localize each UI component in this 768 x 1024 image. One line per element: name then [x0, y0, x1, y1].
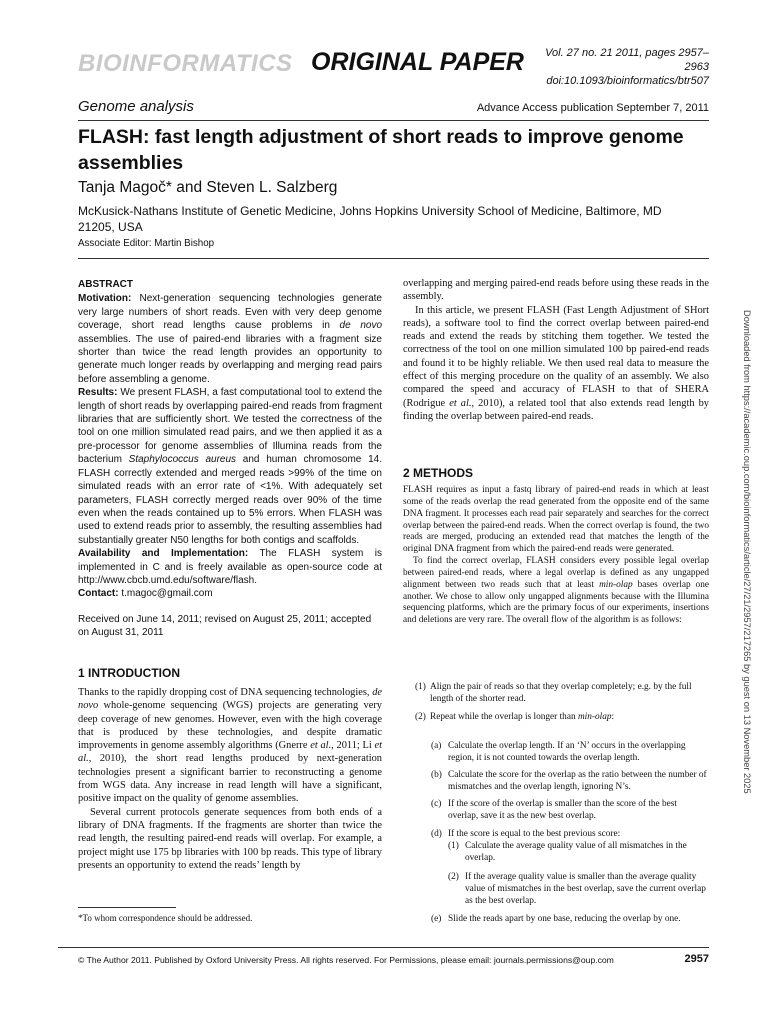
- step-number: (c): [431, 799, 442, 809]
- algorithm-step-2d: [431, 829, 709, 841]
- abstract-heading: ABSTRACT: [78, 279, 133, 290]
- step-number: (d): [431, 829, 442, 839]
- methods-paragraph-2: [403, 556, 709, 627]
- abstract-results: [78, 386, 382, 547]
- step-text: Calculate the score for the overlap as the ratio between the number of mismatches and the overlap length, ignoring N’s.: [448, 770, 707, 792]
- footer-rule: [58, 947, 709, 948]
- volume-info: [537, 46, 709, 88]
- intro-em: et al.: [310, 740, 332, 752]
- algorithm-step-2b: [431, 770, 709, 794]
- step-text: Calculate the average quality value of all mismatches in the overlap.: [465, 841, 687, 863]
- intro-paragraph-2: Several current protocols generate sequences from both ends of a library of DNA fragments. If the fragments are shorter than twice the read length, the resulting paired-end reads will overlap. For example, a project might use 175 bp libraries with 100 bp reads. This type of library presents an opportunity to extend the reads’ length by: [78, 806, 382, 871]
- contact-label: Contact:: [78, 588, 119, 600]
- intro-text: In this article, we present FLASH (Fast Length Adjustment of SHort reads), a software tool to find the correct overlap between paired-end reads and extend the reads by stitching them together. We tested the correctness of the tool on one million simulated 100 bp paired-end reads and found it to be highly reliable. We then used real data to measure the effect of this merging procedure on the quality of an assembly. We also compared the speed and accuracy of FLASH to that of SHERA (Rodrigue: [403, 304, 709, 409]
- download-watermark-text[interactable]: Downloaded from https://academic.oup.com/bioinformatics/article/27/21/2957/217265 by guest on 13 November 2025: [742, 310, 752, 794]
- methods-heading: 2 METHODS: [403, 466, 474, 480]
- intro-text: whole-genome sequencing (WGS) projects are generating very deep coverage of new genomes. However, even with the high coverage that is produced by these technologies, and despite dramatic improvements in genome assembly algorithms (Gnerre: [78, 700, 382, 752]
- results-text-2: and human chromosome 14. FLASH correctly extended and merged reads >99% of the time on simulated reads with an error rate of <1%. With adequately set parameters, FLASH correctly merged reads over 90% of the time even when the reads contained up to 5% errors. When FLASH was used to extend reads prior to assembly, the resulting assemblies had substantially greater N50 lengths for both contigs and scaffolds.: [78, 454, 382, 546]
- journal-name: BIOINFORMATICS: [78, 50, 293, 77]
- step-text-part: Repeat while the overlap is longer than: [430, 712, 578, 722]
- step-em: min-olap: [577, 712, 612, 722]
- volume-pages: Vol. 27 no. 21 2011, pages 2957–2963: [545, 47, 709, 73]
- motivation-label: Motivation:: [78, 293, 132, 305]
- step-text: Align the pair of reads so that they overlap completely; e.g. by the full length of the shorter read.: [430, 682, 692, 704]
- availability-text: The FLASH system is implemented in C and is freely available as open-source code at http://www.cbcb.umd.edu/software/flash.: [78, 548, 382, 586]
- step-text: If the average quality value is smaller than the average quality value of mismatches in the best overlap, save the current overlap as the best overlap.: [465, 872, 706, 906]
- algorithm-step-2: [415, 712, 709, 724]
- abstract-motivation: [78, 292, 382, 386]
- header-rule: [78, 120, 709, 121]
- methods-text: bases overlap one another. We chose to allow only ungapped alignments because with the Illumina sequencing platforms, which are the primary focus of our experiments, insertions and deletions are very rare. The overall flow of the algorithm is as follows:: [403, 579, 709, 626]
- methods-body: [403, 485, 709, 627]
- algorithm-step-2a: [431, 741, 709, 765]
- step-text: If the score of the overlap is smaller than the score of the best overlap, save it as the new best overlap.: [448, 799, 677, 821]
- algorithm-step-2c: [431, 799, 709, 823]
- footnote: *To whom correspondence should be addressed.: [78, 913, 253, 923]
- contact-text: t.magoc@gmail.com: [118, 588, 213, 600]
- intro-text: , 2011; Li: [331, 740, 375, 752]
- intro-text: Thanks to the rapidly dropping cost of DNA sequencing technologies,: [78, 687, 373, 698]
- step-number: (2): [448, 872, 459, 882]
- step-text-part: :: [611, 712, 615, 722]
- page-number: 2957: [684, 953, 709, 965]
- intro-em: et al.: [449, 397, 472, 409]
- download-watermark: [738, 310, 754, 850]
- intro-text: , 2010), the short read lengths produced by next-generation technologies present a significant barrier to reconstructing a genome from WGS data. Any increase in read length will have a significant, positive impact on the quality of genome assemblies.: [78, 753, 382, 805]
- step-number: (1): [448, 841, 459, 851]
- motivation-text: Next-generation sequencing technologies generate very large numbers of short reads. Even with very deep genome coverage, short read lengths cause problems in: [78, 293, 382, 332]
- motivation-text-2: assemblies. The use of paired-end libraries with a fragment size shorter than twice the read length provides an opportunity to generate much longer reads by overlapping and merging read pairs before assembling a genome.: [78, 333, 382, 385]
- intro-paragraph-cont: overlapping and merging paired-end reads before using these reads in the assembly.: [403, 278, 709, 303]
- step-text: If the score is equal to the best previous score:: [448, 829, 621, 839]
- associate-editor: Associate Editor: Martin Bishop: [78, 238, 215, 249]
- authors: Tanja Magoč* and Steven L. Salzberg: [78, 179, 338, 196]
- intro-continued: [403, 277, 709, 423]
- step-text: [415, 712, 709, 724]
- article-title: FLASH: fast length adjustment of short reads to improve genome assemblies: [78, 126, 684, 174]
- intro-paragraph-1: [78, 686, 382, 806]
- algorithm-step-2d-2: [448, 872, 709, 907]
- intro-heading: 1 INTRODUCTION: [78, 666, 180, 680]
- doi: doi:10.1093/bioinformatics/btr507: [546, 75, 709, 87]
- copyright-line: © The Author 2011. Published by Oxford University Press. All rights reserved. For Permissions, please email: journals.permissions@oup.com: [78, 955, 614, 965]
- algorithm-step-2e: [431, 914, 709, 926]
- affiliation: McKusick-Nathans Institute of Genetic Medicine, Johns Hopkins University School of Medicine, Baltimore, MD 21205, USA: [78, 204, 662, 234]
- intro-paragraph-3: [403, 304, 709, 424]
- abstract-availability: [78, 547, 382, 587]
- paper-type: ORIGINAL PAPER: [311, 48, 524, 76]
- topic-label: Genome analysis: [78, 98, 194, 115]
- footnote-rule: [78, 907, 176, 908]
- title-rule: [78, 258, 709, 259]
- abstract: [78, 278, 382, 601]
- step-number: (a): [431, 741, 442, 751]
- intro-em: et al.: [78, 740, 382, 765]
- step-text: Slide the reads apart by one base, reducing the overlap by one.: [448, 914, 681, 924]
- abstract-contact: [78, 587, 382, 600]
- algorithm-step-2d-1: [448, 841, 709, 865]
- step-text: Calculate the overlap length. If an ‘N’ occurs in the overlapping region, it is not counted towards the overlap length.: [448, 741, 686, 763]
- step-number: (2): [415, 712, 426, 722]
- intro-text: , 2010), a related tool that also extends read length by finding the overlap between paired-end reads.: [403, 397, 710, 422]
- intro-body: [78, 686, 382, 872]
- methods-em: min-olap: [599, 579, 633, 590]
- methods-text: To find the correct overlap, FLASH considers every possible legal overlap between paired-end reads, where a legal overlap is defined as any ungapped alignment between two reads such that at least: [403, 556, 709, 590]
- results-em: Staphylococcus aureus: [128, 454, 237, 466]
- algorithm-step-1: [415, 682, 709, 706]
- received-dates: Received on June 14, 2011; revised on August 25, 2011; accepted on August 31, 2011: [78, 614, 372, 639]
- methods-paragraph-1: FLASH requires as input a fastq library of paired-end reads in which at least some of the reads overlap the read generated from the opposite end of the same DNA fragment. It processes each read pair separately and searches for the correct overlap between the paired-end reads. When the correct overlap is found, the two reads are merged, producing an extended read that matches the length of the original DNA fragment from which the paired-end reads were generated.: [403, 485, 709, 555]
- step-number: (b): [431, 770, 442, 780]
- results-text: We present FLASH, a fast computational tool to extend the length of short reads by overlapping paired-end reads from fragment libraries that are sufficiently short. We tested the correctness of the tool on one million simulated read pairs, and we then applied it as a pre-processor for genome assemblies of Illumina reads from the bacterium: [78, 387, 382, 466]
- motivation-em: de novo: [339, 320, 383, 332]
- intro-em: de novo: [78, 687, 382, 712]
- step-number: (1): [415, 682, 426, 692]
- availability-label: Availability and Implementation:: [78, 548, 249, 560]
- advance-access: Advance Access publication September 7, 2011: [476, 102, 709, 114]
- step-number: (e): [431, 914, 442, 924]
- results-label: Results:: [78, 387, 118, 399]
